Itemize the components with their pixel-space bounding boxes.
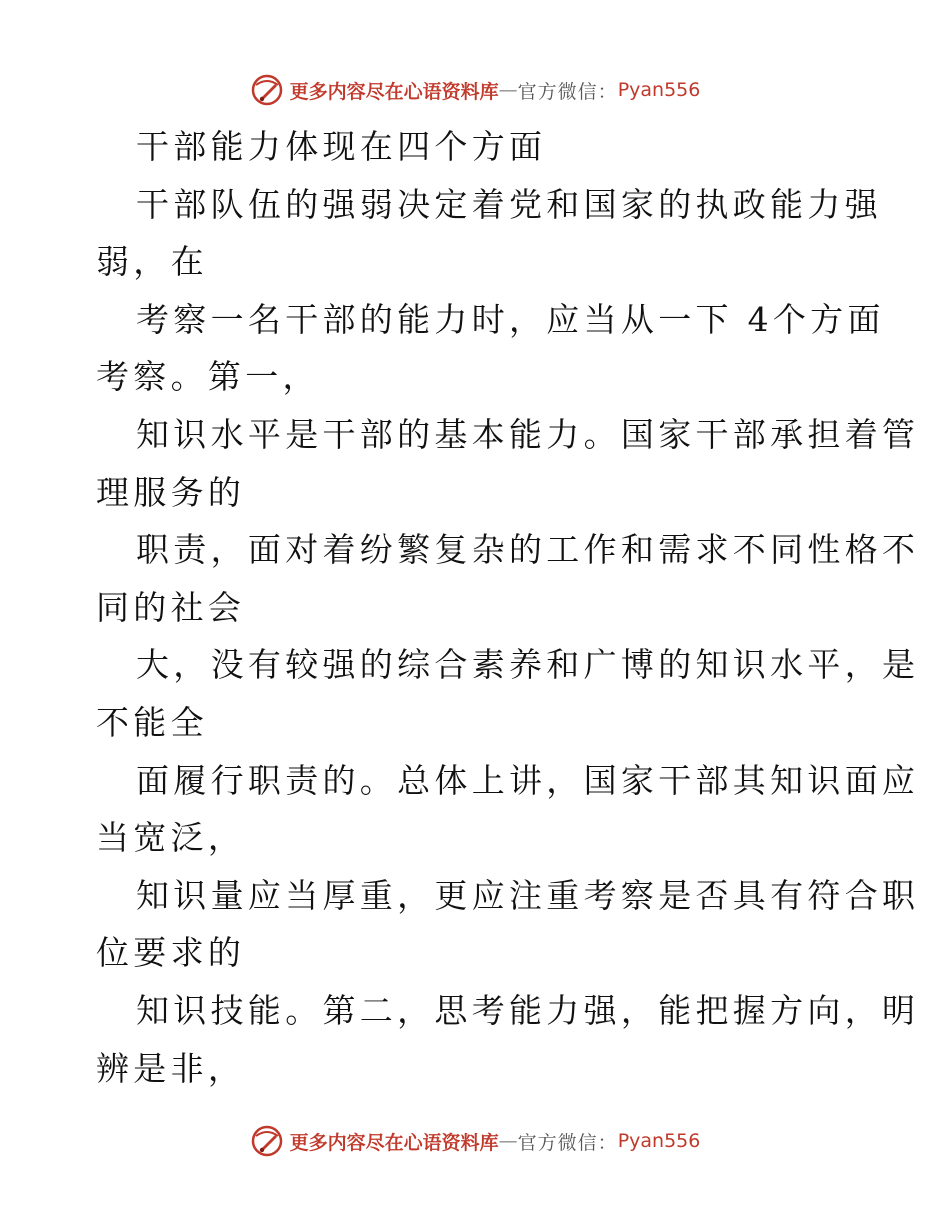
body-line: 弱，在: [96, 242, 208, 282]
watermark-dash: —: [498, 79, 518, 101]
watermark-dash: —: [498, 1130, 518, 1152]
body-line: 理服务的: [96, 472, 246, 512]
body-line: 知识水平是干部的基本能力。国家干部承担着管: [136, 414, 920, 454]
body-line: 同的社会: [96, 587, 246, 627]
pen-logo-icon: [250, 1124, 284, 1158]
body-line: 当宽泛，: [96, 818, 246, 858]
pen-logo-icon: [250, 73, 284, 107]
body-line: 不能全: [96, 702, 208, 742]
body-line: 知识量应当厚重，更应注重考察是否具有符合职: [136, 875, 920, 915]
watermark-label: 官方微信：: [517, 1131, 618, 1154]
watermark-site-name: 更多内容尽在心语资料库: [289, 80, 499, 103]
body-line: 考察。第一，: [96, 357, 320, 397]
body-line: 辨是非，: [96, 1048, 246, 1088]
body-line: 干部能力体现在四个方面: [136, 127, 547, 166]
body-line: 位要求的: [96, 933, 246, 973]
body-line: 职责，面对着纷繁复杂的工作和需求不同性格不: [136, 530, 920, 570]
watermark-label: 官方微信：: [517, 80, 618, 103]
watermark-wechat-id: Pyan556: [617, 1130, 701, 1152]
body-line: 大，没有较强的综合素养和广博的知识水平，是: [136, 645, 920, 685]
body-line: 干部队伍的强弱决定着党和国家的执政能力强: [136, 184, 882, 224]
header-watermark: [0, 70, 950, 110]
body-line: 知识技能。第二，思考能力强，能把握方向，明: [136, 990, 920, 1030]
watermark-wechat-id: Pyan556: [617, 79, 701, 101]
document-body: [96, 118, 920, 1097]
footer-watermark: [0, 1121, 950, 1161]
body-line: 考察一名干部的能力时，应当从一下 4个方面: [136, 299, 885, 339]
body-line: 面履行职责的。总体上讲，国家干部其知识面应: [136, 760, 920, 800]
watermark-site-name: 更多内容尽在心语资料库: [289, 1131, 499, 1154]
